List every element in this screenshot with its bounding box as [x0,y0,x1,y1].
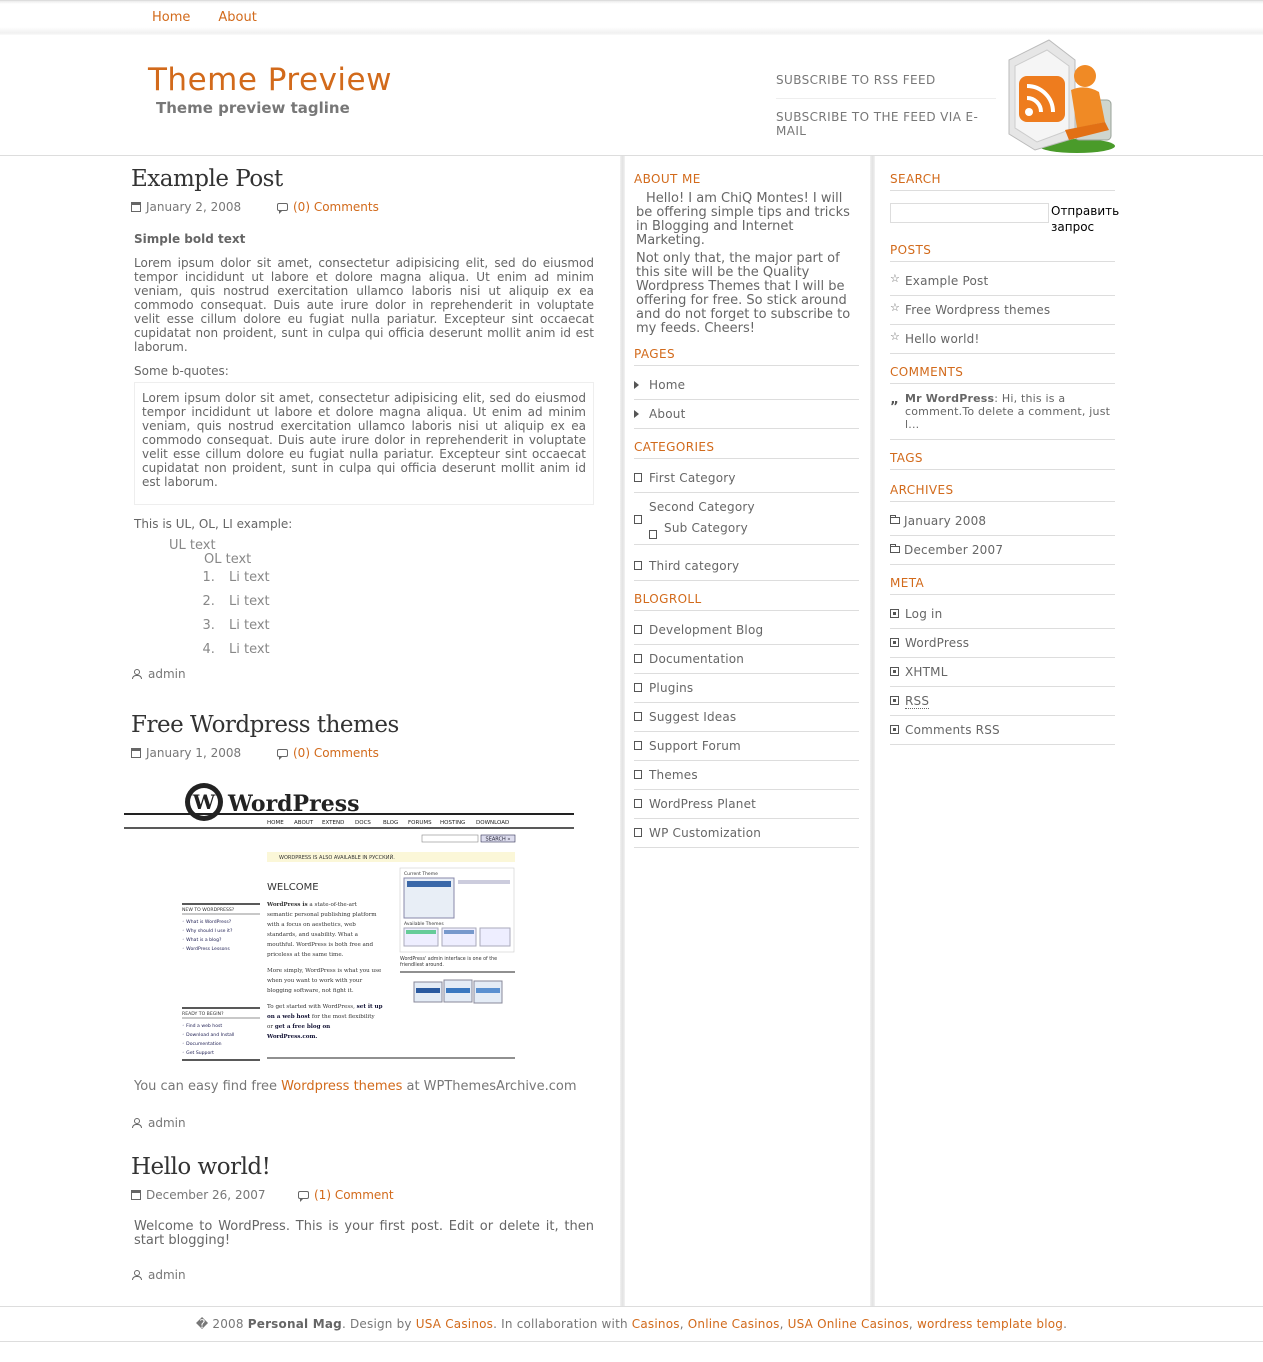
bquote-intro: Some b-quotes: [134,364,229,378]
post-date-text: January 2, 2008 [146,200,242,214]
site-tagline: Theme preview tagline [156,99,350,117]
list-item: 1. Li text [219,571,594,585]
svg-text:with a focus on aesthetics, we: with a focus on aesthetics, web [267,922,356,928]
posts-title: POSTS [890,243,1115,262]
blogroll-item[interactable]: Suggest Ideas [634,703,859,732]
footer-link-casinos[interactable]: Casinos [631,1317,680,1331]
screenshot-menu-item: DOCS [355,820,371,826]
post-meta [124,746,604,762]
wordpress-site-screenshot [124,780,576,1062]
post-title[interactable]: Example Post [131,166,283,192]
category-first[interactable]: First Category [634,464,859,493]
archive-item[interactable]: January 2008 [890,507,1115,536]
post-date [131,200,241,214]
post-date-text: December 26, 2007 [146,1188,266,1202]
meta-item-wordpress[interactable]: WordPress [890,629,1115,658]
link-icon [634,828,642,837]
screenshot-sidebar-link: ◦ WordPress Lessons [182,947,230,952]
blogroll-item[interactable]: Plugins [634,674,859,703]
categories-title: CATEGORIES [634,440,859,459]
footer-brand: Personal Mag [247,1317,342,1331]
nav-about-link[interactable]: About [218,10,257,25]
link-icon [634,712,642,721]
screenshot-sidebar-link: ◦ Get Support [182,1051,214,1056]
svg-text:on a web host for the most fle: on a web host for the most flexibility [267,1014,375,1020]
archives-list [890,507,1115,565]
post-date [131,746,241,760]
square-bullet-icon [890,609,899,618]
post-paragraph: Lorem ipsum dolor sit amet, consectetur adipisicing elit, sed do eiusmod tempor incididunt ut labore et dolore magna aliqua. Ut enim ad minim veniam, quis nostrud exercitation ullamco laboris nisi ut aliquip ex ea commodo consequat. Duis aute irure dolor in reprehenderit in voluptate velit esse cillum dolore eu fugiat nulla pariatur. Excepteur sint occaecat cupidatat non proident, sunt in culpa qui officia deserunt mollit anim id est laborum. [134,256,594,354]
screenshot-ready-heading: READY TO BEGIN? [182,1012,224,1017]
page-icon [634,515,642,524]
screenshot-menu-item: ABOUT [294,820,314,826]
category-sub[interactable]: Sub Category [649,521,859,535]
svg-text:To get started with WordPress,: To get started with WordPress, set it up [267,1004,383,1010]
screenshot-menu-item: FORUMS [408,820,432,826]
blockquote: Lorem ipsum dolor sit amet, consectetur adipisicing elit, sed do eiusmod tempor incididunt ut labore et dolore magna aliqua. Ut enim ad minim veniam, quis nostrud exercitation ullamco laboris nisi ut aliquip ex ea commodo consequat. Duis aute irure dolor in reprehenderit in voluptate velit esse cillum dolore eu fugiat nulla pariatur. Excepteur sint occaecat cupidatat non proident, sunt in culpa qui officia deserunt mollit anim id est laborum. [134,382,594,505]
screenshot-search: SEARCH » [485,836,511,843]
post-date-text: January 1, 2008 [146,746,242,760]
footer-link-template-blog[interactable]: wordress template blog [916,1317,1064,1331]
user-icon [132,669,141,679]
search-input[interactable] [890,203,1049,223]
svg-text:mouthful. WordPress is both fr: mouthful. WordPress is both free and [267,942,374,948]
comments-title: COMMENTS [890,365,1115,384]
comments-link[interactable]: (0) Comments [293,746,379,760]
author-name: admin [148,1268,186,1282]
search-form [890,203,1120,235]
rss-reader-illustration [1005,38,1117,154]
post-author [132,1116,604,1130]
site-title[interactable]: Theme Preview [148,62,392,98]
tags-title: TAGS [890,451,1115,470]
archive-item[interactable]: December 2007 [890,536,1115,565]
post-body [134,1220,594,1248]
post-comments [277,200,379,214]
footer-sep: , [908,1317,917,1331]
subscribe-email-link[interactable]: SUBSCRIBE TO THE FEED VIA E-MAIL [776,110,979,138]
post-example [124,166,604,681]
screenshot-current-theme: Current Theme [404,872,438,877]
svg-text:semantic personal publishing p: semantic personal publishing platform [267,912,377,918]
post-comments [298,1188,394,1202]
footer-copyright: � 2008 [195,1317,248,1331]
meta-title: META [890,576,1115,595]
link-icon [634,654,642,663]
calendar-icon [131,202,141,212]
categories-list [634,464,859,581]
pages-list [634,371,859,429]
svg-text:WordPress' admin interface is: WordPress' admin interface is one of the [400,957,498,962]
svg-text:or get a free blog on: or get a free blog on [267,1024,331,1030]
square-bullet-icon [890,638,899,647]
folder-icon [890,517,900,524]
archives-title: ARCHIVES [890,483,1115,502]
pages-title: PAGES [634,347,859,366]
svg-text:WordPress is a state-of-the-ar: WordPress is a state-of-the-art [267,902,357,908]
comment-author: Mr WordPress [905,392,995,405]
square-bullet-icon [890,667,899,676]
comment-icon [298,1191,309,1199]
quote-icon: ” [890,400,899,415]
post-date [131,1188,265,1202]
footer-sep: , [779,1317,788,1331]
post-author [132,667,604,681]
star-icon: ☆ [890,301,901,314]
about-paragraph: Not only that, the major part of this site will be the Quality Wordpress Themes that I will be offering for free. So stick around and do not forget to subscribe to my feeds. Cheers! [636,251,851,336]
recent-post-item[interactable]: ☆ Example Post [890,267,1115,296]
ordered-list [204,553,594,567]
page-icon [649,530,657,539]
category-third[interactable]: Third category [634,545,859,581]
svg-text:friendliest around.: friendliest around. [400,963,444,968]
comments-link[interactable]: (0) Comments [293,200,379,214]
link-icon [634,625,642,634]
meta-item-xhtml[interactable]: XHTML [890,658,1115,687]
link-icon [634,770,642,779]
screenshot-menu-item: HOSTING [440,820,466,826]
square-bullet-icon [890,725,899,734]
footer-text: . Design by [341,1317,416,1331]
screenshot-available-themes: Available Themes [404,922,444,927]
user-icon [132,1118,141,1128]
folder-icon [890,546,900,553]
recent-post-item[interactable]: ☆ Hello world! [890,325,1115,354]
square-bullet-icon [890,696,899,705]
post-text: Welcome to WordPress. This is your first post. Edit or delete it, then start blogging! [134,1219,594,1248]
page-icon [634,561,642,570]
post-title[interactable]: Free Wordpress themes [131,712,399,738]
calendar-icon [131,748,141,758]
ol-text: OL text [204,552,252,567]
search-title: SEARCH [890,172,1115,191]
post-free-themes [124,712,604,1130]
screenshot-sidebar-link: ◦ What is a blog? [182,938,222,943]
post-comments [277,746,379,760]
blogroll-item[interactable]: Documentation [634,645,859,674]
page-item-home[interactable]: Home [634,371,859,400]
triangle-bullet-icon [634,381,639,389]
link-icon [634,683,642,692]
sidebar-right [890,156,1120,756]
svg-text:priceless at the same time.: priceless at the same time. [267,952,344,958]
meta-item-login[interactable]: Log in [890,600,1115,629]
footer-end: . [1063,1317,1068,1331]
about-title: ABOUT ME [634,172,701,186]
svg-text:More simply, WordPress is what: More simply, WordPress is what you use [267,968,382,974]
sidebar-middle [634,156,859,859]
li-list [219,571,594,657]
list-item: 3. Li text [219,619,594,633]
page-icon [634,473,642,482]
top-navigation-bar [0,0,1263,35]
link-icon [634,741,642,750]
search-submit-button[interactable]: Отправить запрос [1051,204,1120,234]
top-nav [152,10,257,25]
comment-icon [277,203,288,211]
svg-text:standards, and usability. What: standards, and usability. What a [267,932,358,938]
footer-link-online-casinos[interactable]: Online Casinos [687,1317,780,1331]
list-item: 2. Li text [219,595,594,609]
nav-home-link[interactable]: Home [152,10,191,25]
ul-text: UL text [169,538,216,553]
blogroll-item[interactable]: WordPress Planet [634,790,859,819]
bold-text: Simple bold text [134,232,246,246]
footer-text: . In collaboration with [493,1317,632,1331]
user-icon [132,1270,141,1280]
screenshot-sidebar-link: ◦ What is WordPress? [182,920,232,925]
svg-text:when you want to work with you: when you want to work with your [267,978,363,984]
meta-item-rss[interactable]: RSS [890,687,1115,716]
post-body [134,232,594,657]
post-body [134,1080,594,1094]
site-header [0,35,1263,156]
screenshot-notice: WORDPRESS IS ALSO AVAILABLE IN РУССКИЙ. [279,855,395,861]
author-name: admin [148,667,186,681]
page-item-about[interactable]: About [634,400,859,429]
footer-link-usa-casinos[interactable]: USA Casinos [415,1317,494,1331]
screenshot-logo: WordPress [228,791,360,817]
post-meta [124,200,604,216]
screenshot-menu-item: DOWNLOAD [476,820,510,826]
list-intro: This is UL, OL, LI example: [134,517,293,531]
blogroll-item[interactable]: Themes [634,761,859,790]
post-text: You can easy find free Wordpress themes at WPThemesArchive.com [134,1079,577,1094]
comment-icon [277,749,288,757]
screenshot-menu-item: HOME [267,820,284,826]
about-paragraph: Hello! I am ChiQ Montes! I will be offering simple tips and tricks in Blogging and Internet Marketing. [636,191,850,248]
subscribe-rss-link[interactable]: SUBSCRIBE TO RSS FEED [776,71,996,99]
subscribe-links [776,71,996,149]
post-title[interactable]: Hello world! [131,1154,271,1180]
comment-text: : Hi, this is a comment.To delete a comment, just l... [905,392,1111,431]
recent-posts-list [890,267,1115,354]
screenshot-sidebar-link: ◦ Documentation [182,1042,222,1047]
blogroll-title: BLOGROLL [634,592,859,611]
blogroll-list [634,616,859,848]
blogroll-item[interactable]: Support Forum [634,732,859,761]
footer-sep: , [679,1317,688,1331]
screenshot-new-heading: NEW TO WORDPRESS? [182,908,235,913]
blogroll-item[interactable]: Development Blog [634,616,859,645]
category-second[interactable]: Second Category Sub Category [634,493,859,545]
svg-text:WordPress.com.: WordPress.com. [267,1034,318,1040]
recent-post-item[interactable]: ☆ Free Wordpress themes [890,296,1115,325]
site-footer [0,1306,1263,1342]
screenshot-sidebar-link: ◦ Why should I use it? [182,929,233,934]
svg-text:blogging software, not fight i: blogging software, not fight it. [267,988,354,994]
screenshot-menu-item: EXTEND [322,820,345,826]
main-content [124,156,620,1306]
svg-text:W: W [192,790,216,814]
star-icon: ☆ [890,330,901,343]
screenshot-sidebar-link: ◦ Find a web host [182,1024,223,1029]
unordered-list [169,539,594,657]
footer-link-usa-online-casinos[interactable]: USA Online Casinos [787,1317,909,1331]
link-icon [634,799,642,808]
comments-link[interactable]: (1) Comment [314,1188,394,1202]
screenshot-welcome: WELCOME [267,882,319,893]
column-separator [620,156,625,1306]
blogroll-item[interactable]: WP Customization [634,819,859,848]
calendar-icon [131,1190,141,1200]
triangle-bullet-icon [634,410,639,418]
author-name: admin [148,1116,186,1130]
post-hello-world [124,1154,604,1282]
screenshot-menu-item: BLOG [383,820,399,826]
post-author [132,1268,604,1282]
list-item: 4. Li text [219,643,594,657]
screenshot-sidebar-link: ◦ Download and Install [182,1033,235,1038]
wordpress-themes-link[interactable]: Wordpress themes [281,1079,403,1094]
column-separator [870,156,875,1306]
star-icon: ☆ [890,272,901,285]
about-text [636,192,857,336]
recent-comment-item[interactable] [890,389,1115,440]
meta-list [890,600,1115,745]
post-meta [124,1188,604,1204]
meta-item-comments-rss[interactable]: Comments RSS [890,716,1115,745]
